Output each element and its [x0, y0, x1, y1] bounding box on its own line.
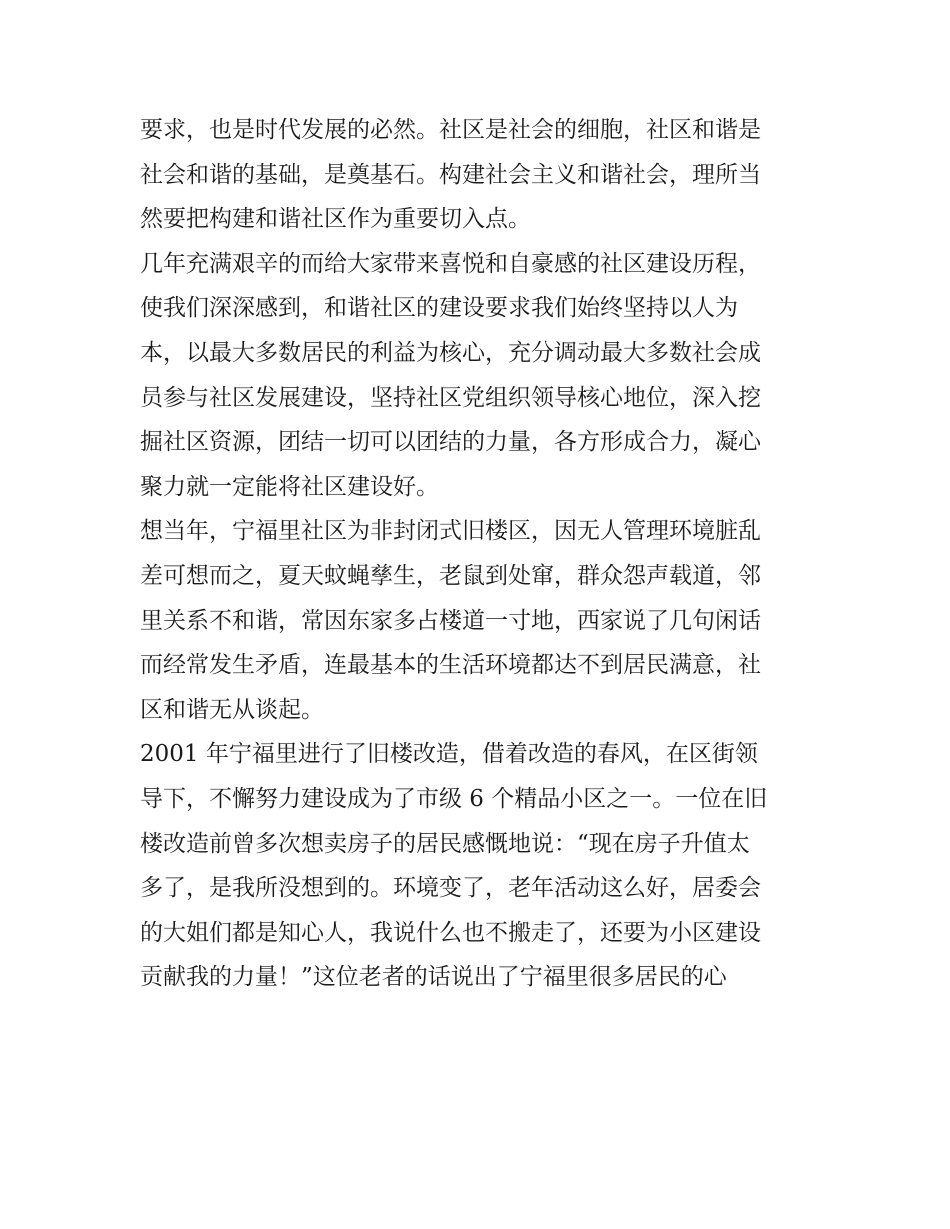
- text-line: 区和谐无从谈起。: [140, 696, 324, 723]
- text-line: 里关系不和谐，常因东家多占楼道一寸地，西家说了几句闲话: [140, 607, 761, 634]
- text-line: 想当年，宁福里社区为非封闭式旧楼区，因无人管理环境脏乱: [140, 518, 761, 545]
- text-line: 员参与社区发展建设，坚持社区党组织领导核心地位，深入挖: [140, 384, 761, 411]
- text-line: 2001 年宁福里进行了旧楼改造，借着改造的春风，在区街领: [140, 741, 758, 768]
- text-line: 社会和谐的基础，是奠基石。构建社会主义和谐社会，理所当: [140, 161, 761, 188]
- text-line: 然要把构建和谐社区作为重要切入点。: [140, 206, 531, 233]
- text-line: 楼改造前曾多次想卖房子的居民感慨地说：“现在房子升值太: [140, 830, 750, 857]
- text-line: 的大姐们都是知心人，我说什么也不搬走了，还要为小区建设: [140, 919, 761, 946]
- text-line: 贡献我的力量！”这位老者的话说出了宁福里很多居民的心: [140, 964, 727, 991]
- body-text: [140, 108, 820, 1000]
- text-line: 本，以最大多数居民的利益为核心，充分调动最大多数社会成: [140, 339, 761, 366]
- text-line: 几年充满艰辛的而给大家带来喜悦和自豪感的社区建设历程，: [140, 250, 761, 277]
- text-line: 聚力就一定能将社区建设好。: [140, 473, 439, 500]
- text-line: 要求，也是时代发展的必然。社区是社会的细胞，社区和谐是: [140, 117, 761, 143]
- text-line: 多了，是我所没想到的。环境变了，老年活动这么好，居委会: [140, 875, 761, 902]
- text-line: 使我们深深感到，和谐社区的建设要求我们始终坚持以人为: [140, 295, 738, 322]
- text-line: 导下，不懈努力建设成为了市级 6 个精品小区之一。一位在旧: [140, 785, 768, 812]
- text-line: 掘社区资源，团结一切可以团结的力量，各方形成合力，凝心: [140, 429, 761, 456]
- text-line: 差可想而之，夏天蚊蝇孳生，老鼠到处窜，群众怨声载道，邻: [140, 562, 761, 589]
- text-line: 而经常发生矛盾，连最基本的生活环境都达不到居民满意，社: [140, 652, 761, 679]
